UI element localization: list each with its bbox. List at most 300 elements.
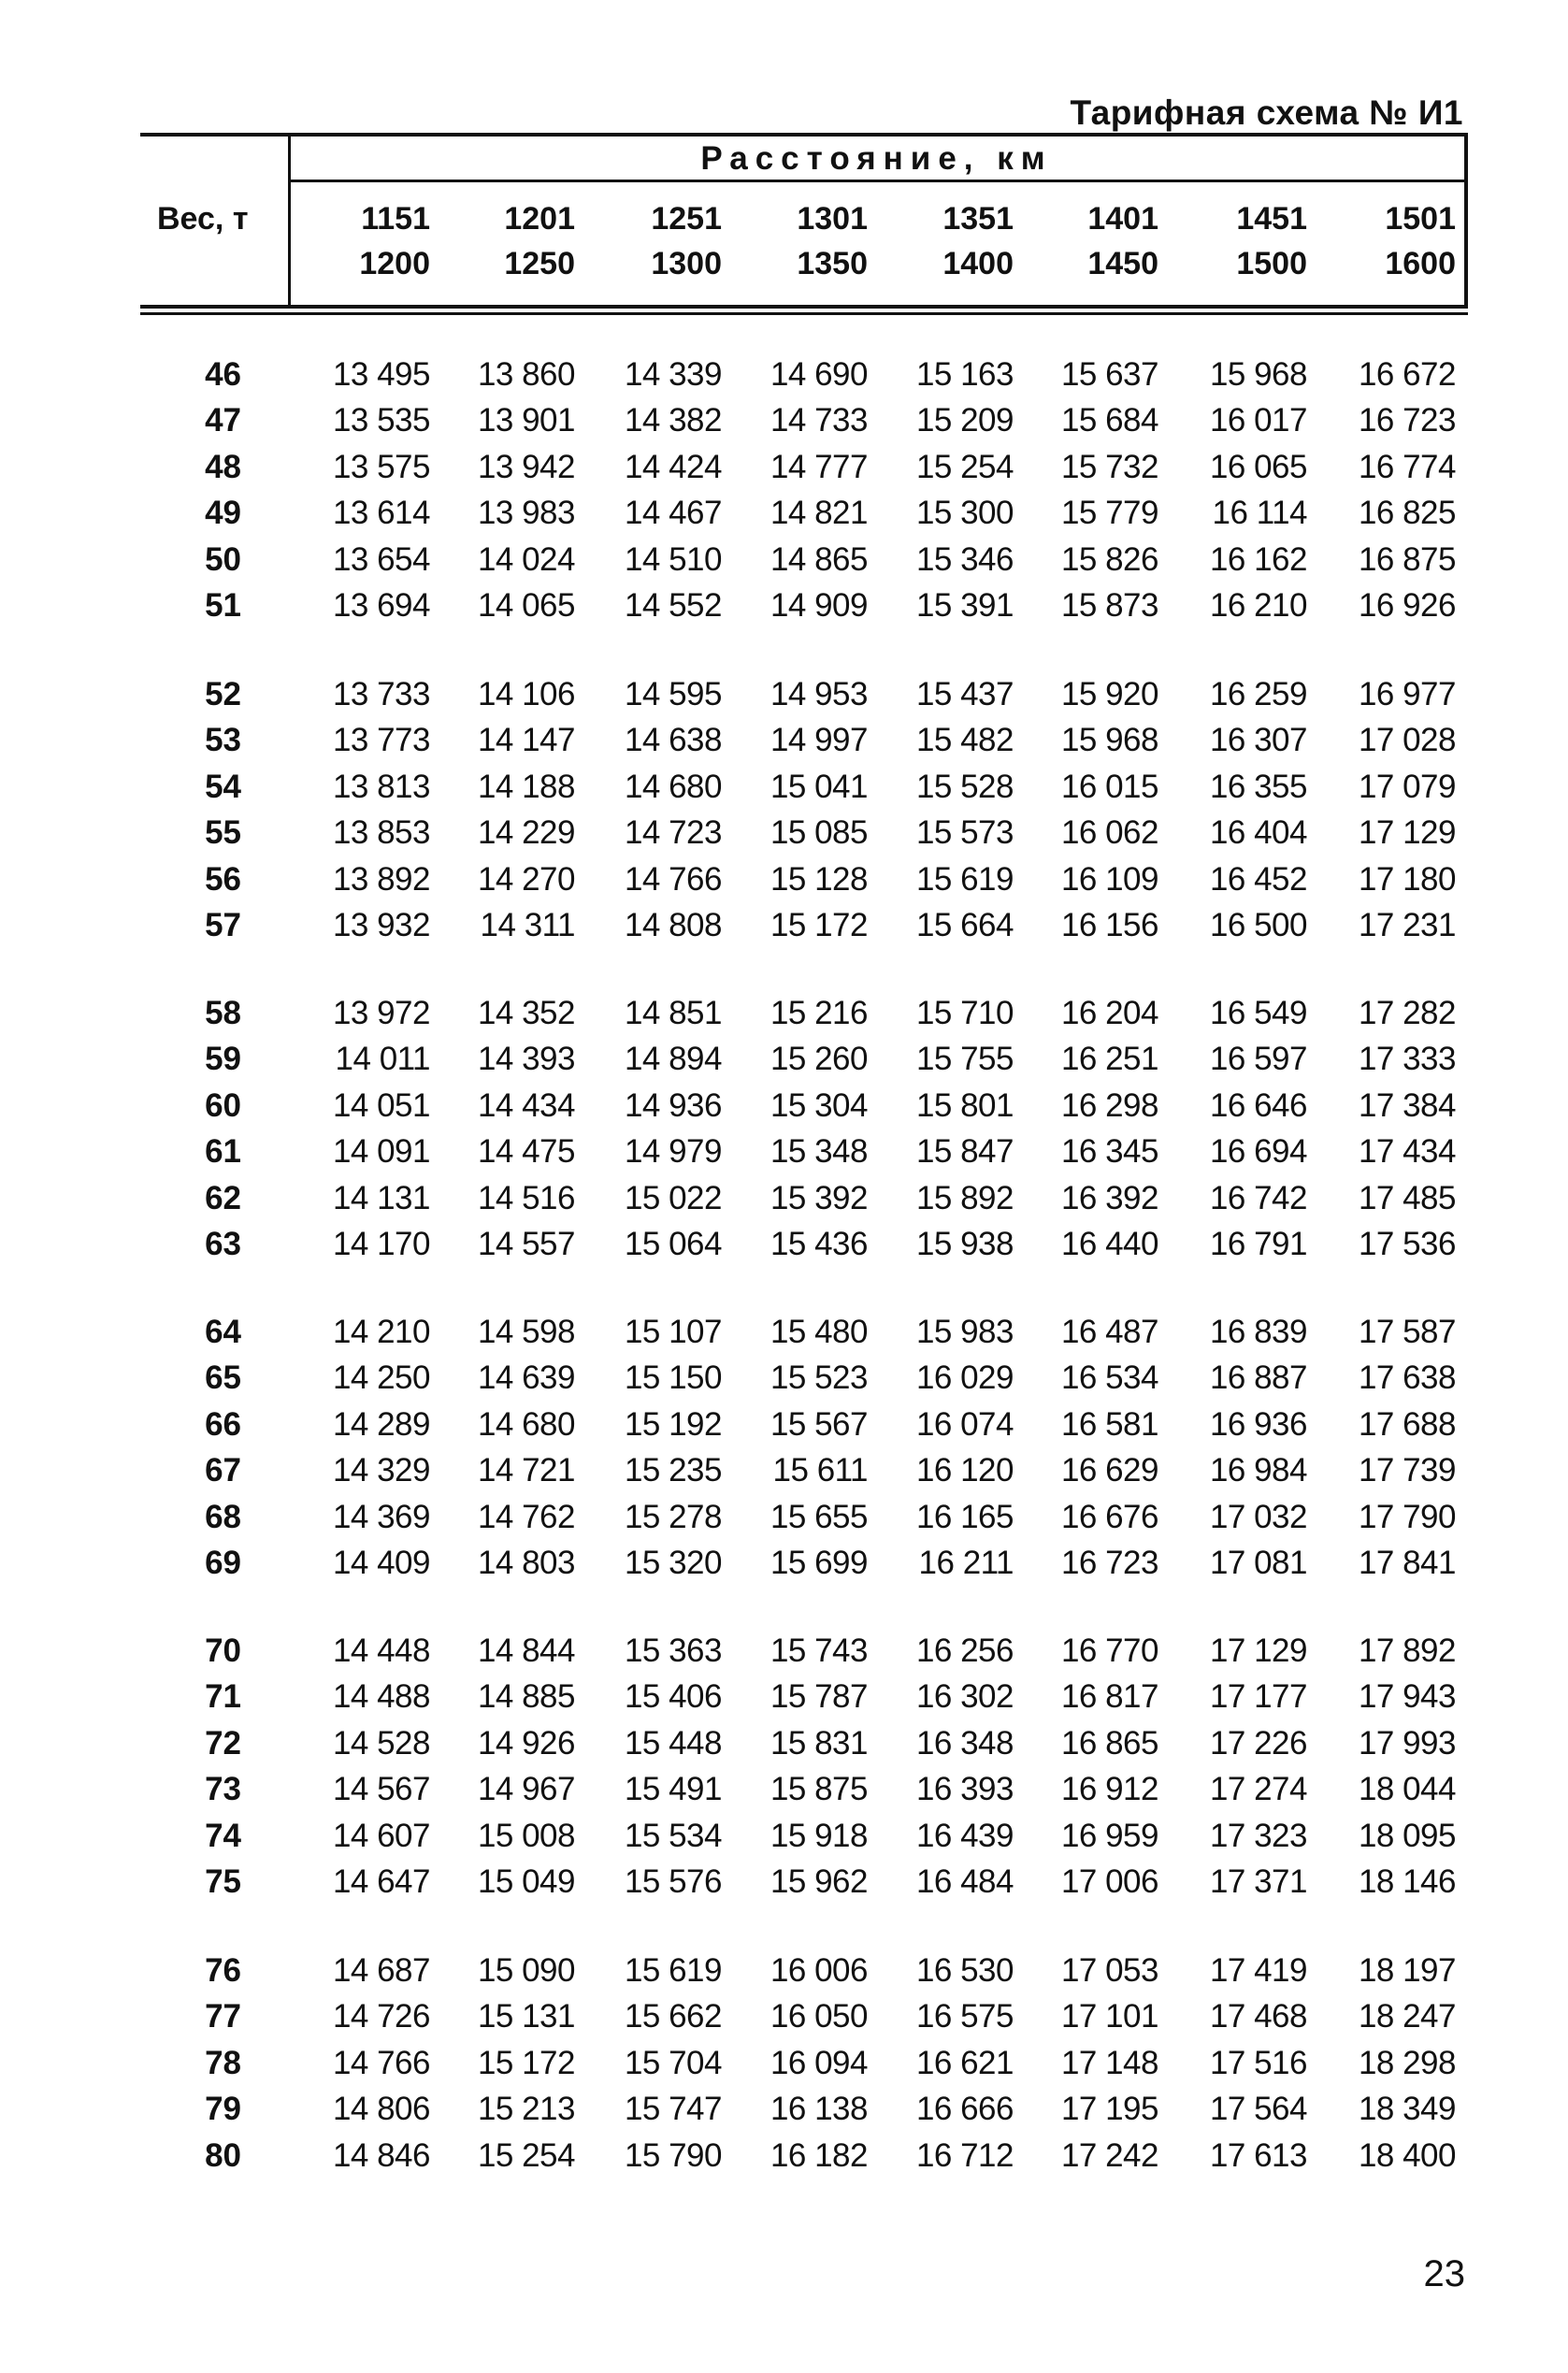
tariff-cell: 17 177 xyxy=(1209,1678,1307,1716)
tariff-cell: 17 943 xyxy=(1358,1678,1456,1716)
tariff-cell: 15 573 xyxy=(915,814,1014,852)
tariff-cell: 15 831 xyxy=(770,1724,868,1762)
tariff-cell: 13 983 xyxy=(477,495,575,532)
tariff-cell: 15 436 xyxy=(770,1225,868,1262)
tariff-cell: 14 188 xyxy=(477,768,575,805)
tariff-cell: 16 050 xyxy=(770,1998,868,2035)
tariff-cell: 17 006 xyxy=(1060,1862,1158,1900)
tariff-cell: 15 790 xyxy=(624,2136,722,2174)
range-to: 1400 xyxy=(942,246,1014,281)
range-from: 1351 xyxy=(942,201,1014,237)
weight-cell: 56 xyxy=(205,860,241,898)
tariff-cell: 14 885 xyxy=(477,1678,575,1716)
table-row xyxy=(0,1674,1568,1719)
tariff-cell: 16 210 xyxy=(1209,586,1307,624)
tariff-cell: 13 942 xyxy=(477,448,575,485)
tariff-cell: 13 495 xyxy=(332,356,430,393)
tariff-cell: 16 015 xyxy=(1060,768,1158,805)
tariff-cell: 14 936 xyxy=(624,1086,722,1124)
header-top-rule xyxy=(140,133,1468,137)
tariff-cell: 15 304 xyxy=(770,1086,868,1124)
tariff-cell: 15 131 xyxy=(477,1998,575,2035)
tariff-cell: 13 860 xyxy=(477,356,575,393)
tariff-cell: 13 733 xyxy=(332,676,430,712)
tariff-cell: 17 028 xyxy=(1358,722,1456,759)
weight-cell: 58 xyxy=(205,995,241,1031)
tariff-cell: 15 008 xyxy=(477,1817,575,1854)
tariff-cell: 17 790 xyxy=(1358,1498,1456,1535)
tariff-cell: 15 755 xyxy=(915,1041,1014,1078)
tariff-cell: 13 901 xyxy=(477,402,575,439)
weight-cell: 50 xyxy=(205,540,241,578)
tariff-cell: 15 962 xyxy=(770,1862,868,1900)
tariff-cell: 15 787 xyxy=(770,1678,868,1716)
weight-cell: 76 xyxy=(205,1952,241,1989)
tariff-cell: 17 195 xyxy=(1060,2091,1158,2128)
weight-cell: 68 xyxy=(205,1498,241,1535)
weight-cell: 48 xyxy=(205,448,241,485)
weight-cell: 49 xyxy=(205,495,241,532)
page-number: 23 xyxy=(1423,2253,1465,2294)
tariff-cell: 17 688 xyxy=(1358,1405,1456,1443)
distance-range-2 xyxy=(435,196,575,286)
tariff-cell: 15 523 xyxy=(770,1359,868,1397)
tariff-cell: 15 619 xyxy=(624,1952,722,1989)
tariff-cell: 15 300 xyxy=(915,495,1014,532)
table-row xyxy=(0,1402,1568,1447)
tariff-cell: 14 607 xyxy=(332,1817,430,1854)
tariff-cell: 14 250 xyxy=(332,1359,430,1397)
tariff-cell: 15 576 xyxy=(624,1862,722,1900)
tariff-cell: 16 875 xyxy=(1358,540,1456,578)
tariff-cell: 13 535 xyxy=(332,402,430,439)
tariff-cell: 15 847 xyxy=(915,1133,1014,1171)
weight-cell: 79 xyxy=(205,2091,241,2128)
tariff-cell: 18 197 xyxy=(1358,1952,1456,1989)
tariff-cell: 14 690 xyxy=(770,356,868,393)
row-group xyxy=(0,1948,1568,2179)
tariff-cell: 16 094 xyxy=(770,2044,868,2081)
tariff-cell: 15 684 xyxy=(1060,402,1158,439)
table-row xyxy=(0,1720,1568,1766)
weight-cell: 46 xyxy=(205,356,241,393)
tariff-cell: 14 289 xyxy=(332,1405,430,1443)
tariff-cell: 17 101 xyxy=(1060,1998,1158,2035)
tariff-cell: 14 475 xyxy=(477,1133,575,1171)
weight-cell: 80 xyxy=(205,2136,241,2174)
table-row xyxy=(0,810,1568,856)
distance-range-5 xyxy=(873,196,1014,286)
tariff-cell: 18 044 xyxy=(1358,1771,1456,1808)
table-row xyxy=(0,1447,1568,1493)
range-to: 1250 xyxy=(504,246,575,281)
tariff-cell: 15 918 xyxy=(770,1817,868,1854)
tariff-cell: 17 841 xyxy=(1358,1544,1456,1581)
tariff-cell: 16 029 xyxy=(915,1359,1014,1397)
tariff-cell: 15 363 xyxy=(624,1632,722,1669)
tariff-cell: 14 766 xyxy=(624,860,722,898)
tariff-cell: 14 329 xyxy=(332,1452,430,1489)
weight-cell: 53 xyxy=(205,722,241,759)
tariff-cell: 15 172 xyxy=(477,2044,575,2081)
tariff-cell: 14 339 xyxy=(624,356,722,393)
tariff-cell: 16 926 xyxy=(1358,586,1456,624)
tariff-cell: 13 972 xyxy=(332,995,430,1031)
tariff-cell: 16 723 xyxy=(1060,1544,1158,1581)
tariff-cell: 15 085 xyxy=(770,814,868,852)
tariff-cell: 15 534 xyxy=(624,1817,722,1854)
tariff-cell: 14 979 xyxy=(624,1133,722,1171)
tariff-cell: 16 348 xyxy=(915,1724,1014,1762)
tariff-cell: 14 065 xyxy=(477,586,575,624)
tariff-cell: 14 806 xyxy=(332,2091,430,2128)
distance-label: Расстояние, км xyxy=(700,140,1053,177)
tariff-cell: 15 391 xyxy=(915,586,1014,624)
tariff-cell: 14 510 xyxy=(624,540,722,578)
tariff-cell: 14 766 xyxy=(332,2044,430,2081)
tariff-cell: 16 062 xyxy=(1060,814,1158,852)
tariff-cell: 14 967 xyxy=(477,1771,575,1808)
tariff-cell: 16 114 xyxy=(1212,495,1307,532)
tariff-cell: 16 984 xyxy=(1209,1452,1307,1489)
tariff-cell: 15 260 xyxy=(770,1041,868,1078)
tariff-cell: 15 801 xyxy=(915,1086,1014,1124)
table-row xyxy=(0,1948,1568,1993)
table-row xyxy=(0,1221,1568,1267)
weight-cell: 75 xyxy=(205,1862,241,1900)
tariff-cell: 16 109 xyxy=(1060,860,1158,898)
tariff-cell: 16 251 xyxy=(1060,1041,1158,1078)
distance-range-6 xyxy=(1018,196,1158,286)
tariff-cell: 17 231 xyxy=(1358,906,1456,943)
tariff-cell: 15 049 xyxy=(477,1862,575,1900)
tariff-cell: 17 564 xyxy=(1209,2091,1307,2128)
tariff-cell: 16 211 xyxy=(918,1544,1014,1581)
tariff-cell: 16 440 xyxy=(1060,1225,1158,1262)
tariff-cell: 13 575 xyxy=(332,448,430,485)
table-row xyxy=(0,671,1568,717)
weight-cell: 47 xyxy=(205,402,241,439)
distance-range-7 xyxy=(1167,196,1307,286)
tariff-cell: 16 959 xyxy=(1060,1817,1158,1854)
tariff-cell: 14 721 xyxy=(477,1452,575,1489)
weight-cell: 67 xyxy=(205,1452,241,1489)
tariff-cell: 17 333 xyxy=(1358,1041,1456,1078)
tariff-cell: 16 484 xyxy=(915,1862,1014,1900)
tariff-cell: 14 552 xyxy=(624,586,722,624)
tariff-cell: 14 091 xyxy=(332,1133,430,1171)
tariff-cell: 14 680 xyxy=(624,768,722,805)
table-row xyxy=(0,352,1568,397)
table-row xyxy=(0,1813,1568,1859)
tariff-cell: 14 997 xyxy=(770,722,868,759)
weight-cell: 65 xyxy=(205,1359,241,1397)
tariff-cell: 15 699 xyxy=(770,1544,868,1581)
tariff-cell: 15 163 xyxy=(915,356,1014,393)
tariff-cell: 16 534 xyxy=(1060,1359,1158,1397)
table-row xyxy=(0,717,1568,763)
table-row xyxy=(0,1628,1568,1674)
tariff-cell: 14 909 xyxy=(770,586,868,624)
row-group xyxy=(0,1309,1568,1586)
tariff-cell: 16 452 xyxy=(1209,860,1307,898)
tariff-cell: 15 192 xyxy=(624,1405,722,1443)
weight-cell: 71 xyxy=(205,1678,241,1716)
tariff-cell: 16 017 xyxy=(1209,402,1307,439)
tariff-cell: 16 865 xyxy=(1060,1724,1158,1762)
tariff-cell: 14 024 xyxy=(477,540,575,578)
tariff-cell: 13 813 xyxy=(332,768,430,805)
table-row xyxy=(0,2040,1568,2086)
tariff-cell: 17 468 xyxy=(1209,1998,1307,2035)
tariff-cell: 15 320 xyxy=(624,1544,722,1581)
tariff-cell: 14 467 xyxy=(624,495,722,532)
tariff-cell: 16 006 xyxy=(770,1952,868,1989)
tariff-cell: 14 106 xyxy=(477,676,575,712)
tariff-cell: 15 920 xyxy=(1060,676,1158,712)
tariff-cell: 16 839 xyxy=(1209,1314,1307,1350)
tariff-cell: 14 808 xyxy=(624,906,722,943)
header-bottom-rule xyxy=(140,305,1468,309)
tariff-cell: 15 278 xyxy=(624,1498,722,1535)
table-row xyxy=(0,582,1568,628)
tariff-cell: 16 774 xyxy=(1358,448,1456,485)
tariff-cell: 14 170 xyxy=(332,1225,430,1262)
tariff-cell: 17 129 xyxy=(1209,1632,1307,1669)
tariff-cell: 15 743 xyxy=(770,1632,868,1669)
weight-cell: 73 xyxy=(205,1771,241,1808)
tariff-cell: 14 210 xyxy=(332,1314,430,1350)
range-from: 1251 xyxy=(651,201,722,237)
table-row xyxy=(0,1859,1568,1905)
tariff-cell: 14 382 xyxy=(624,402,722,439)
weight-cell: 51 xyxy=(205,586,241,624)
tariff-cell: 16 666 xyxy=(915,2091,1014,2128)
table-row xyxy=(0,1036,1568,1082)
tariff-cell: 15 779 xyxy=(1060,495,1158,532)
tariff-cell: 15 041 xyxy=(770,768,868,805)
tariff-cell: 15 480 xyxy=(770,1314,868,1350)
tariff-cell: 16 259 xyxy=(1209,676,1307,712)
tariff-cell: 16 302 xyxy=(915,1678,1014,1716)
tariff-cell: 15 482 xyxy=(915,722,1014,759)
tariff-cell: 17 129 xyxy=(1358,814,1456,852)
table-row xyxy=(0,537,1568,582)
table-row xyxy=(0,1540,1568,1586)
tariff-cell: 17 081 xyxy=(1209,1544,1307,1581)
weight-cell: 66 xyxy=(205,1405,241,1443)
tariff-cell: 16 597 xyxy=(1209,1041,1307,1078)
tariff-cell: 16 723 xyxy=(1358,402,1456,439)
tariff-cell: 14 424 xyxy=(624,448,722,485)
tariff-cell: 15 892 xyxy=(915,1179,1014,1216)
tariff-cell: 16 887 xyxy=(1209,1359,1307,1397)
range-to: 1300 xyxy=(651,246,722,281)
header-bottom-rule-2 xyxy=(140,312,1468,315)
tariff-cell: 17 384 xyxy=(1358,1086,1456,1124)
scheme-title: Тарифная схема № И1 xyxy=(1070,93,1463,132)
tariff-cell: 16 393 xyxy=(915,1771,1014,1808)
tariff-cell: 14 777 xyxy=(770,448,868,485)
tariff-cell: 17 226 xyxy=(1209,1724,1307,1762)
weight-cell: 64 xyxy=(205,1314,241,1350)
tariff-cell: 17 516 xyxy=(1209,2044,1307,2081)
tariff-cell: 15 747 xyxy=(624,2091,722,2128)
range-from: 1501 xyxy=(1385,201,1456,237)
tariff-cell: 14 270 xyxy=(477,860,575,898)
tariff-cell: 17 587 xyxy=(1358,1314,1456,1350)
tariff-cell: 15 873 xyxy=(1060,586,1158,624)
tariff-cell: 17 485 xyxy=(1358,1179,1456,1216)
tariff-cell: 14 733 xyxy=(770,402,868,439)
tariff-cell: 15 968 xyxy=(1060,722,1158,759)
tariff-cell: 13 892 xyxy=(332,860,430,898)
weight-cell: 62 xyxy=(205,1179,241,1216)
range-to: 1600 xyxy=(1385,246,1456,281)
tariff-cell: 13 694 xyxy=(332,586,430,624)
tariff-cell: 16 530 xyxy=(915,1952,1014,1989)
tariff-cell: 15 983 xyxy=(915,1314,1014,1350)
tariff-cell: 14 229 xyxy=(477,814,575,852)
table-row xyxy=(0,1129,1568,1174)
table-row xyxy=(0,397,1568,443)
tariff-cell: 16 712 xyxy=(915,2136,1014,2174)
tariff-cell: 15 346 xyxy=(915,540,1014,578)
tariff-cell: 16 770 xyxy=(1060,1632,1158,1669)
weight-cell: 72 xyxy=(205,1724,241,1762)
tariff-cell: 14 369 xyxy=(332,1498,430,1535)
tariff-cell: 14 434 xyxy=(477,1086,575,1124)
tariff-cell: 18 095 xyxy=(1358,1817,1456,1854)
table-row xyxy=(0,2086,1568,2132)
table-row xyxy=(0,856,1568,902)
tariff-cell: 16 439 xyxy=(915,1817,1014,1854)
tariff-cell: 17 079 xyxy=(1358,768,1456,805)
tariff-cell: 14 448 xyxy=(332,1632,430,1669)
tariff-cell: 16 977 xyxy=(1358,676,1456,712)
tariff-cell: 16 138 xyxy=(770,2091,868,2128)
tariff-cell: 16 672 xyxy=(1358,356,1456,393)
tariff-cell: 14 821 xyxy=(770,495,868,532)
weight-cell: 59 xyxy=(205,1041,241,1078)
tariff-cell: 16 742 xyxy=(1209,1179,1307,1216)
tariff-cell: 14 953 xyxy=(770,676,868,712)
tariff-cell: 16 694 xyxy=(1209,1133,1307,1171)
tariff-cell: 17 242 xyxy=(1060,2136,1158,2174)
tariff-cell: 14 557 xyxy=(477,1225,575,1262)
weight-cell: 69 xyxy=(205,1544,241,1581)
weight-cell: 52 xyxy=(205,676,241,712)
tariff-cell: 17 148 xyxy=(1060,2044,1158,2081)
weight-cell: 70 xyxy=(205,1632,241,1669)
tariff-cell: 16 621 xyxy=(915,2044,1014,2081)
tariff-cell: 15 254 xyxy=(915,448,1014,485)
tariff-cell: 14 352 xyxy=(477,995,575,1031)
tariff-cell: 14 723 xyxy=(624,814,722,852)
header-right-rule xyxy=(1464,133,1468,309)
tariff-cell: 13 932 xyxy=(332,906,430,943)
tariff-cell: 18 400 xyxy=(1358,2136,1456,2174)
tariff-cell: 18 247 xyxy=(1358,1998,1456,2035)
tariff-cell: 14 638 xyxy=(624,722,722,759)
tariff-cell: 15 107 xyxy=(624,1314,722,1350)
tariff-cell: 15 875 xyxy=(770,1771,868,1808)
tariff-cell: 17 892 xyxy=(1358,1632,1456,1669)
table-row xyxy=(0,1083,1568,1129)
tariff-cell: 14 567 xyxy=(332,1771,430,1808)
distance-range-1 xyxy=(290,196,430,286)
tariff-cell: 17 993 xyxy=(1358,1724,1456,1762)
tariff-cell: 15 637 xyxy=(1060,356,1158,393)
tariff-cell: 17 536 xyxy=(1358,1225,1456,1262)
tariff-cell: 16 629 xyxy=(1060,1452,1158,1489)
table-row xyxy=(0,1355,1568,1401)
tariff-cell: 14 894 xyxy=(624,1041,722,1078)
tariff-cell: 15 209 xyxy=(915,402,1014,439)
tariff-cell: 17 371 xyxy=(1209,1862,1307,1900)
tariff-cell: 18 349 xyxy=(1358,2091,1456,2128)
tariff-cell: 14 051 xyxy=(332,1086,430,1124)
tariff-cell: 14 488 xyxy=(332,1678,430,1716)
table-row xyxy=(0,764,1568,810)
weight-cell: 60 xyxy=(205,1086,241,1124)
tariff-cell: 16 156 xyxy=(1060,906,1158,943)
tariff-cell: 15 216 xyxy=(770,995,868,1031)
row-group xyxy=(0,990,1568,1267)
table-row xyxy=(0,2133,1568,2179)
weight-cell: 54 xyxy=(205,768,241,805)
tariff-cell: 15 968 xyxy=(1209,356,1307,393)
tariff-cell: 16 165 xyxy=(915,1498,1014,1535)
tariff-cell: 15 704 xyxy=(624,2044,722,2081)
tariff-cell: 16 825 xyxy=(1358,495,1456,532)
tariff-cell: 14 131 xyxy=(332,1179,430,1216)
tariff-cell: 15 710 xyxy=(915,995,1014,1031)
tariff-cell: 15 392 xyxy=(770,1179,868,1216)
weight-cell: 74 xyxy=(205,1817,241,1854)
tariff-cell: 17 180 xyxy=(1358,860,1456,898)
tariff-cell: 16 817 xyxy=(1060,1678,1158,1716)
tariff-cell: 16 791 xyxy=(1209,1225,1307,1262)
tariff-cell: 16 549 xyxy=(1209,995,1307,1031)
table-row xyxy=(0,1993,1568,2039)
tariff-cell: 17 434 xyxy=(1358,1133,1456,1171)
tariff-cell: 14 598 xyxy=(477,1314,575,1350)
range-from: 1301 xyxy=(797,201,868,237)
tariff-cell: 14 516 xyxy=(477,1179,575,1216)
row-group xyxy=(0,671,1568,948)
table-row xyxy=(0,1766,1568,1812)
tariff-cell: 14 311 xyxy=(480,906,575,943)
tariff-cell: 16 256 xyxy=(915,1632,1014,1669)
tariff-cell: 15 611 xyxy=(772,1452,868,1489)
tariff-cell: 15 348 xyxy=(770,1133,868,1171)
tariff-cell: 16 345 xyxy=(1060,1133,1158,1171)
tariff-cell: 16 575 xyxy=(915,1998,1014,2035)
tariff-cell: 15 938 xyxy=(915,1225,1014,1262)
range-from: 1451 xyxy=(1236,201,1307,237)
range-from: 1151 xyxy=(361,201,430,237)
distance-range-8 xyxy=(1316,196,1456,286)
tariff-cell: 16 162 xyxy=(1209,540,1307,578)
table-row xyxy=(0,902,1568,948)
range-to: 1500 xyxy=(1236,246,1307,281)
row-group xyxy=(0,1628,1568,1905)
tariff-cell: 15 406 xyxy=(624,1678,722,1716)
tariff-cell: 15 064 xyxy=(624,1225,722,1262)
tariff-cell: 15 150 xyxy=(624,1359,722,1397)
tariff-cell: 16 912 xyxy=(1060,1771,1158,1808)
